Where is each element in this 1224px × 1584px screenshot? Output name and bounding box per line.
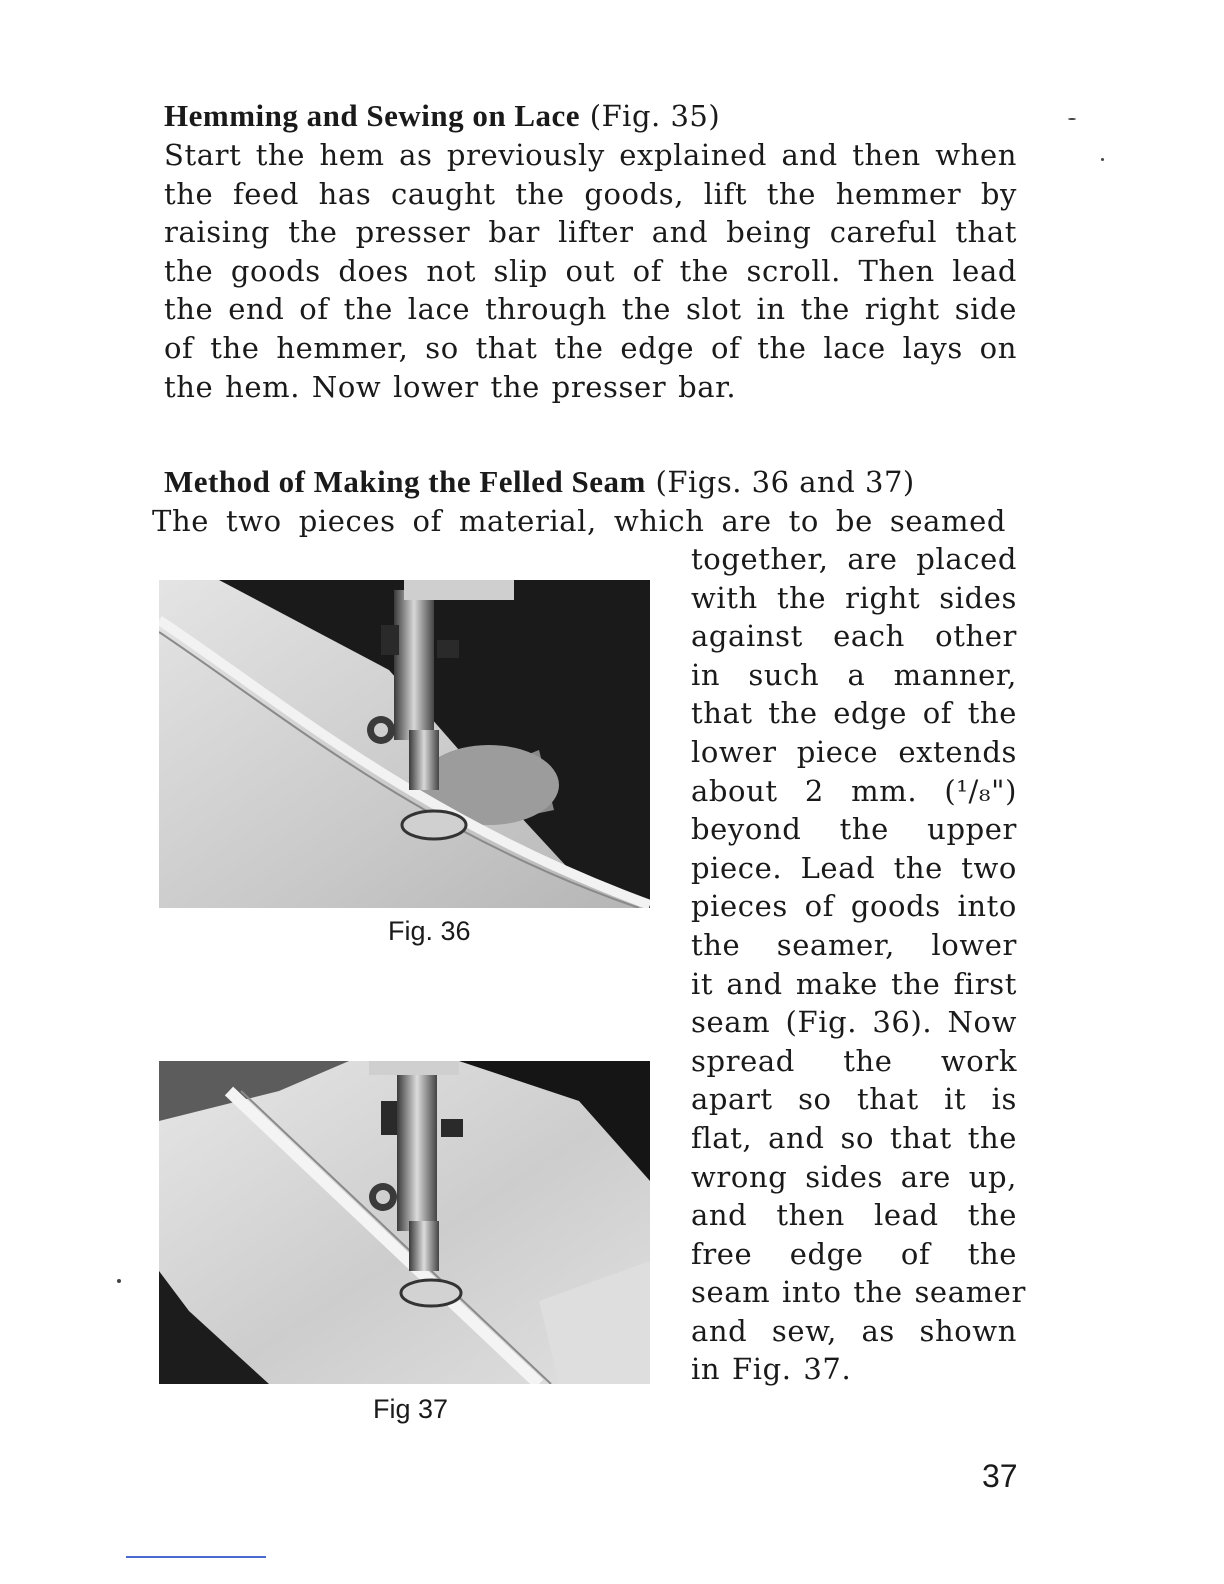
- text-line: wrong sides are up,: [691, 1159, 1017, 1194]
- text-line: the end of the lace through the slot in the right side: [164, 292, 1017, 327]
- text-line: the seamer, lower: [691, 927, 1017, 962]
- text-line: Start the hem as previously explained and then when: [164, 138, 1017, 172]
- paragraph-hemming: [164, 136, 1017, 406]
- text-line: against each other: [691, 619, 1017, 654]
- sewing-machine-felled-seam-illustration: [159, 1061, 650, 1384]
- text-line: pieces of goods into: [691, 889, 1017, 924]
- text-line: in such a manner,: [691, 657, 1017, 692]
- figure-36-caption: Fig. 36: [388, 916, 471, 946]
- text-line: with the right sides: [691, 580, 1017, 615]
- scan-speck: [1101, 158, 1104, 161]
- text-line: in Fig. 37.: [691, 1352, 852, 1387]
- text-line: free edge of the: [691, 1236, 1017, 1271]
- text-line: and sew, as shown: [691, 1313, 1017, 1348]
- text-line: lower piece extends: [691, 734, 1017, 769]
- text-line: it and make the first: [691, 966, 1017, 1001]
- scan-speck: [1068, 118, 1076, 120]
- text-line: raising the presser bar lifter and being careful that: [164, 215, 1017, 250]
- section-title: Hemming and Sewing on Lace: [164, 98, 581, 133]
- text-line: about 2 mm. (¹/₈"): [691, 773, 1017, 808]
- text-line: together, are placed: [691, 542, 1017, 576]
- text-line: piece. Lead the two: [691, 850, 1017, 885]
- text-line: of the hemmer, so that the edge of the lace lays on: [164, 330, 1017, 365]
- section-heading-hemming: [164, 97, 720, 135]
- text-line: and then lead the: [691, 1198, 1017, 1233]
- text-line: seam (Fig. 36). Now: [691, 1005, 1017, 1040]
- text-line: spread the work: [691, 1043, 1017, 1078]
- section-title: Method of Making the Felled Seam: [164, 464, 646, 499]
- text-line: apart so that it is: [691, 1082, 1017, 1117]
- figure-reference: (Figs. 36 and 37): [655, 465, 915, 499]
- text-line: the goods does not slip out of the scroll. Then lead: [164, 253, 1017, 288]
- page-number: 37: [982, 1458, 1018, 1494]
- text-line: flat, and so that the: [691, 1120, 1017, 1155]
- figure-37-caption: Fig 37: [373, 1394, 449, 1424]
- text-line: seam into the seamer: [691, 1275, 1026, 1310]
- text-line: the feed has caught the goods, lift the hemmer by: [164, 176, 1017, 211]
- sewing-machine-seamer-illustration: [159, 580, 650, 908]
- paragraph-felled-seam-column: [691, 540, 1026, 1389]
- text-line: beyond the upper: [691, 812, 1017, 847]
- section-heading-felled-seam: [164, 463, 915, 501]
- text-line: The two pieces of material, which are to be seamed: [152, 504, 1006, 538]
- figure-36-photo: [159, 580, 650, 908]
- text-line: the hem. Now lower the presser bar.: [164, 369, 737, 404]
- paragraph-felled-seam-intro: [152, 502, 1006, 541]
- figure-reference: (Fig. 35): [589, 99, 721, 133]
- figure-37-photo: [159, 1061, 650, 1384]
- scan-edge-line: [126, 1556, 266, 1558]
- scan-speck: [117, 1279, 121, 1283]
- text-line: that the edge of the: [691, 696, 1017, 731]
